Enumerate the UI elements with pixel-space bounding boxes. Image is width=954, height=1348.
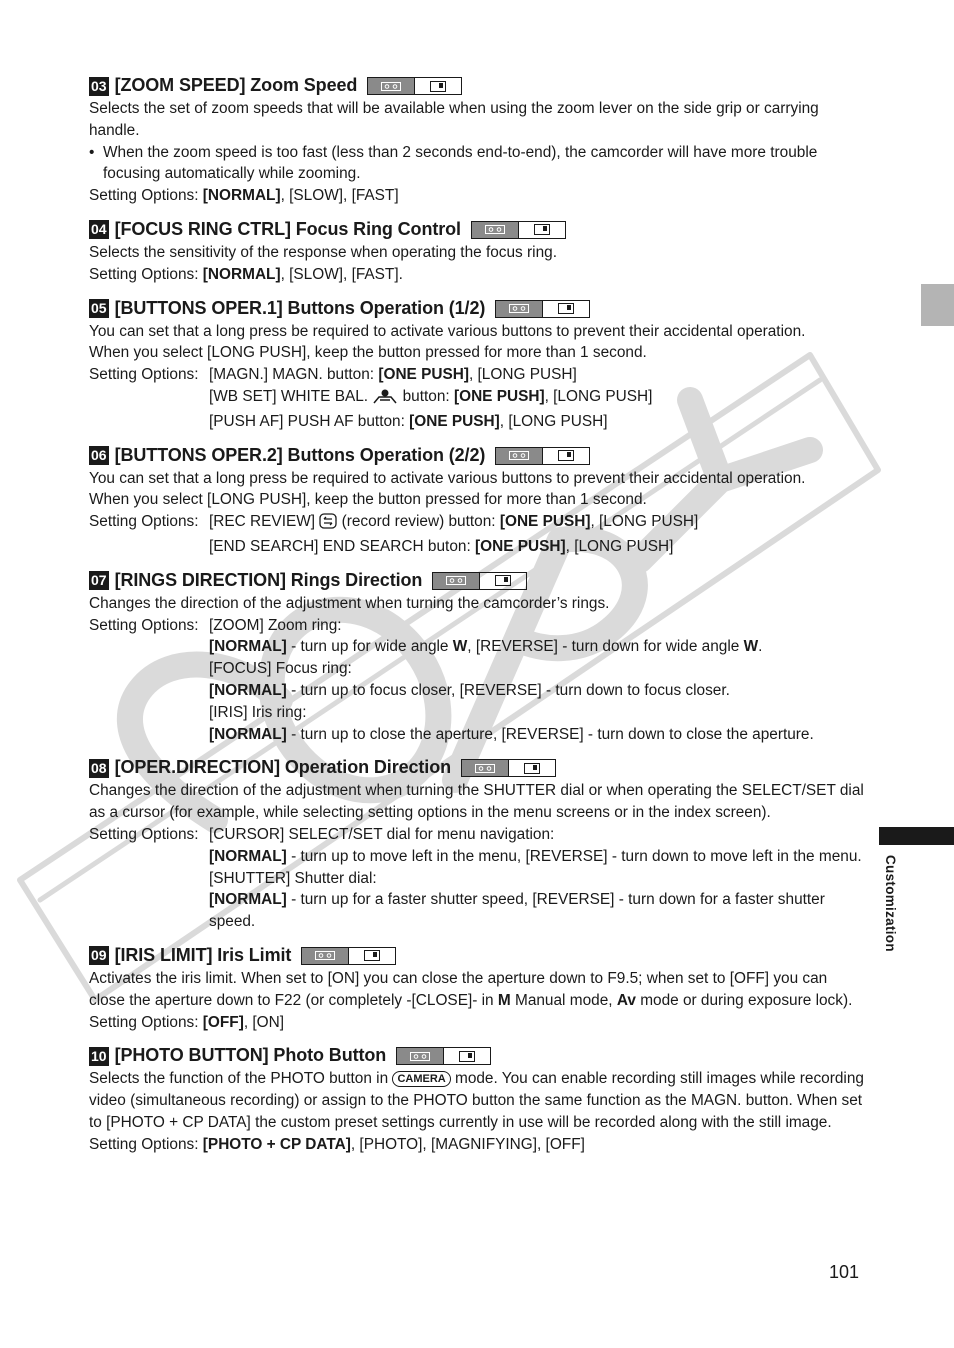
section-heading bbox=[89, 444, 864, 468]
section-description: Selects the sensitivity of the response when operating the focus ring. bbox=[89, 243, 557, 261]
section-title: [FOCUS RING CTRL] Focus Ring Control bbox=[114, 219, 461, 240]
option-row: [NORMAL] - turn up to focus closer, [REVERSE] - turn down to focus closer. bbox=[209, 681, 730, 699]
option-row: [FOCUS] Focus ring: bbox=[209, 660, 352, 678]
option-row: [PUSH AF] PUSH AF button: [ONE PUSH], [LONG PUSH] bbox=[209, 412, 608, 430]
tape-mode-icon bbox=[496, 301, 543, 317]
section-heading bbox=[89, 756, 864, 780]
bullet-note: • When the zoom speed is too fast (less than 2 seconds end-to-end), the camcorder will have more trouble focusing automatically while zooming. bbox=[89, 143, 818, 183]
setting-options: Setting Options: [NORMAL], [SLOW], [FAST] bbox=[89, 187, 399, 205]
section-heading bbox=[89, 1044, 864, 1068]
section-title: [PHOTO BUTTON] Photo Button bbox=[114, 1045, 387, 1066]
section-heading bbox=[89, 218, 864, 242]
card-mode-icon bbox=[543, 301, 589, 317]
setting-options: Setting Options: [MAGN.] MAGN. button: [ONE PUSH], [LONG PUSH] bbox=[89, 366, 577, 384]
section-title: [ZOOM SPEED] Zoom Speed bbox=[114, 75, 358, 96]
section-number: 07 bbox=[91, 572, 107, 589]
section-number: 09 bbox=[91, 947, 107, 964]
tape-mode-icon bbox=[368, 78, 415, 94]
card-mode-icon bbox=[415, 78, 461, 94]
setting-options: Setting Options: [REC REVIEW] (record review) button: [ONE PUSH], [LONG PUSH] bbox=[89, 511, 864, 536]
section-number: 08 bbox=[91, 759, 107, 776]
option-row: [SHUTTER] Shutter dial: bbox=[209, 869, 377, 887]
mode-indicator bbox=[495, 447, 590, 465]
mode-indicator bbox=[301, 947, 396, 965]
section-rings-direction bbox=[89, 569, 864, 746]
option-row: [NORMAL] - turn up for wide angle W, [REVERSE] - turn down for wide angle W. bbox=[209, 638, 763, 656]
card-mode-icon bbox=[444, 1048, 490, 1064]
option-row: [NORMAL] - turn up to move left in the menu, [REVERSE] - turn down to move left in the menu. bbox=[209, 847, 862, 865]
section-description: When you select [LONG PUSH], keep the button pressed for more than 1 second. bbox=[89, 491, 647, 509]
section-description: Changes the direction of the adjustment when turning the SHUTTER dial or when operating the SELECT/SET dial as a cursor (for example, while selecting setting options in the menu screens or in the index screen). bbox=[89, 782, 864, 822]
section-heading bbox=[89, 944, 864, 968]
section-description: Selects the function of the PHOTO button in CAMERA mode. You can enable recording still images while recording video (simultaneous recording) or assign to the PHOTO button the same function as the MAGN. button. When set to [PHOTO + CP DATA] the custom preset settings currently in use will be recorded along with the still image. bbox=[89, 1070, 864, 1131]
mode-indicator bbox=[495, 300, 590, 318]
mode-indicator bbox=[471, 221, 566, 239]
menu-settings-list bbox=[89, 74, 864, 1166]
card-mode-icon bbox=[543, 448, 589, 464]
card-mode-icon bbox=[519, 222, 565, 238]
section-number: 10 bbox=[91, 1047, 107, 1064]
tape-mode-icon bbox=[397, 1048, 444, 1064]
record-review-icon bbox=[319, 513, 337, 536]
section-title: [IRIS LIMIT] Iris Limit bbox=[114, 945, 292, 965]
card-mode-icon bbox=[480, 573, 526, 589]
section-heading bbox=[89, 297, 864, 321]
page-number: 101 bbox=[829, 1262, 860, 1282]
section-focus-ring-ctrl bbox=[89, 218, 864, 286]
option-row: [END SEARCH] END SEARCH buton: [ONE PUSH], [LONG PUSH] bbox=[209, 537, 674, 555]
tape-mode-icon bbox=[496, 448, 543, 464]
section-heading bbox=[89, 569, 864, 593]
chapter-side-label: Customization bbox=[883, 855, 898, 952]
section-buttons-oper-1 bbox=[89, 297, 864, 433]
section-description: When you select [LONG PUSH], keep the button pressed for more than 1 second. bbox=[89, 344, 647, 362]
chapter-edge-tab bbox=[879, 827, 954, 845]
mode-indicator bbox=[461, 759, 556, 777]
grey-edge-tab bbox=[921, 284, 954, 326]
tape-mode-icon bbox=[433, 573, 480, 589]
section-zoom-speed bbox=[89, 74, 864, 207]
option-row: [NORMAL] - turn up for a faster shutter speed, [REVERSE] - turn down for a faster shutter speed. bbox=[209, 891, 825, 931]
section-title: [OPER.DIRECTION] Operation Direction bbox=[114, 757, 452, 778]
camera-mode-badge: CAMERA bbox=[392, 1071, 450, 1087]
tape-mode-icon bbox=[462, 760, 509, 776]
section-number: 03 bbox=[91, 77, 107, 94]
section-description: You can set that a long press be required to activate various buttons to prevent their accidental operation. bbox=[89, 322, 806, 340]
tape-mode-icon bbox=[302, 948, 349, 964]
setting-options: Setting Options: [PHOTO + CP DATA], [PHOTO], [MAGNIFYING], [OFF] bbox=[89, 1135, 585, 1153]
section-description: Changes the direction of the adjustment when turning the camcorder’s rings. bbox=[89, 594, 610, 612]
section-title: [BUTTONS OPER.1] Buttons Operation (1/2) bbox=[114, 297, 486, 318]
mode-indicator bbox=[396, 1047, 491, 1065]
section-photo-button bbox=[89, 1044, 864, 1155]
tape-mode-icon bbox=[472, 222, 519, 238]
section-iris-limit bbox=[89, 944, 864, 1033]
option-row: [WB SET] WHITE BAL. button: [ONE PUSH], [LONG PUSH] bbox=[89, 386, 864, 411]
setting-options: Setting Options: [ZOOM] Zoom ring: bbox=[89, 616, 342, 634]
white-balance-set-icon bbox=[372, 388, 398, 411]
section-title: [BUTTONS OPER.2] Buttons Operation (2/2) bbox=[114, 444, 486, 465]
setting-options: Setting Options: [CURSOR] SELECT/SET dial for menu navigation: bbox=[89, 825, 555, 843]
section-description: Activates the iris limit. When set to [ON] you can close the aperture down to F9.5; when set to [OFF] you can close the aperture down to F22 (or completely -[CLOSE]- in M Manual mode, Av mode or during exposure lock). bbox=[89, 969, 853, 1009]
section-heading bbox=[89, 74, 864, 98]
card-mode-icon bbox=[509, 760, 555, 776]
option-row: [NORMAL] - turn up to close the aperture, [REVERSE] - turn down to close the aperture. bbox=[209, 725, 814, 743]
option-row: [IRIS] Iris ring: bbox=[209, 703, 307, 721]
section-buttons-oper-2 bbox=[89, 444, 864, 558]
section-oper-direction bbox=[89, 756, 864, 933]
mode-indicator bbox=[367, 77, 462, 95]
card-mode-icon bbox=[349, 948, 395, 964]
section-number: 05 bbox=[91, 300, 107, 317]
mode-indicator bbox=[432, 572, 527, 590]
setting-options: Setting Options: [OFF], [ON] bbox=[89, 1013, 285, 1031]
section-description: Selects the set of zoom speeds that will be available when using the zoom lever on the side grip or carrying handle. bbox=[89, 100, 819, 139]
section-number: 04 bbox=[91, 221, 107, 238]
section-title: [RINGS DIRECTION] Rings Direction bbox=[114, 569, 423, 590]
section-number: 06 bbox=[91, 447, 107, 464]
setting-options: Setting Options: [NORMAL], [SLOW], [FAST]. bbox=[89, 265, 403, 283]
section-description: You can set that a long press be required to activate various buttons to prevent their accidental operation. bbox=[89, 469, 806, 487]
